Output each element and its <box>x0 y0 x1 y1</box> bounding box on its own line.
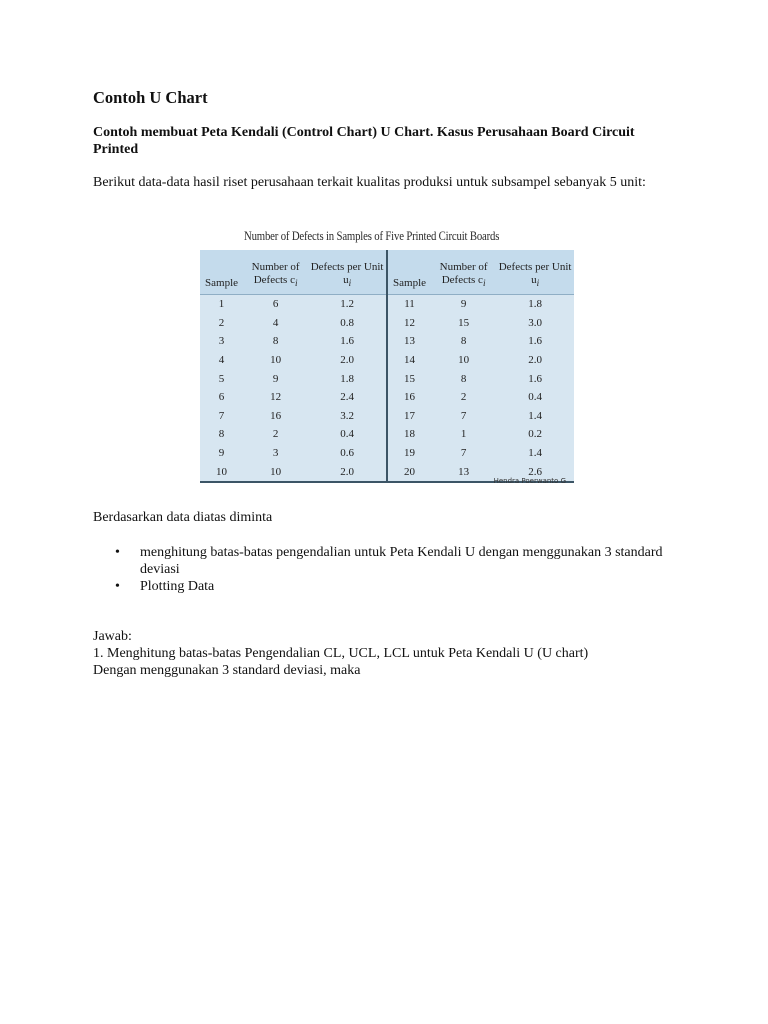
table-row <box>200 444 574 463</box>
cell-defects: 10 <box>270 354 282 367</box>
cell-sample: 13 <box>404 335 416 348</box>
cell-sample: 20 <box>387 462 431 482</box>
cell-per-unit: 2.6 <box>496 462 574 482</box>
list-item <box>93 544 693 578</box>
cell-sample: 3 <box>218 335 225 348</box>
cell-defects: 16 <box>270 409 282 422</box>
image-credit: Hendra Poerwanto G <box>493 477 566 485</box>
cell-sample: 17 <box>404 409 416 422</box>
cell-sample: 2 <box>218 316 225 329</box>
cell-per-unit: 1.6 <box>308 332 387 351</box>
header-defects-2-sub: i <box>482 278 486 288</box>
cell-sample: 12 <box>404 316 416 329</box>
header-defects-1-sub: i <box>294 278 298 288</box>
answer-label: Jawab: <box>93 629 132 644</box>
cell-per-unit: 3.2 <box>308 407 387 426</box>
cell-sample: 4 <box>218 354 225 367</box>
cell-sample: 19 <box>404 447 416 460</box>
cell-sample: 9 <box>218 447 225 460</box>
cell-defects: 2 <box>460 391 467 404</box>
cell-per-unit: 0.2 <box>528 428 542 441</box>
cell-per-unit: 1.8 <box>308 369 387 388</box>
cell-defects: 8 <box>272 335 279 348</box>
cell-per-unit: 3.0 <box>528 316 542 329</box>
cell-defects: 9 <box>460 298 467 311</box>
answer-line-1: 1. Menghitung batas-batas Pengendalian CL, UCL, LCL untuk Peta Kendali U (U chart) <box>93 646 589 661</box>
cell-sample: 5 <box>218 372 225 385</box>
cell-per-unit: 1.4 <box>528 409 542 422</box>
cell-sample: 14 <box>404 354 416 367</box>
table-row <box>200 332 574 351</box>
cell-defects: 6 <box>272 298 279 311</box>
question-lead: Berdasarkan data diatas diminta <box>93 510 273 525</box>
cell-sample: 11 <box>404 298 415 311</box>
header-sample-1: Sample <box>200 250 243 295</box>
cell-per-unit: 1.6 <box>528 335 542 348</box>
cell-per-unit: 2.4 <box>308 388 387 407</box>
table-row <box>200 425 574 444</box>
header-defects-2-label: Number of Defects c <box>439 260 488 286</box>
table-row <box>200 351 574 370</box>
cell-defects: 12 <box>270 391 282 404</box>
cell-per-unit: 2.0 <box>528 354 542 367</box>
cell-per-unit: 0.6 <box>308 444 387 463</box>
cell-per-unit: 1.8 <box>528 298 542 311</box>
header-per-unit-2 <box>496 250 574 295</box>
cell-defects: 8 <box>460 372 467 385</box>
cell-defects: 2 <box>272 428 279 441</box>
header-defects-1 <box>243 250 308 295</box>
cell-defects: 10 <box>243 462 308 482</box>
table-row <box>200 388 574 407</box>
list-item-text: Plotting Data <box>140 579 215 594</box>
header-sample-2: Sample <box>387 250 431 295</box>
page-title: Contoh U Chart <box>93 88 208 107</box>
cell-per-unit: 2.0 <box>308 462 387 482</box>
table-row <box>200 295 574 314</box>
cell-per-unit: 1.2 <box>308 295 387 314</box>
table-row <box>200 369 574 388</box>
header-defects-2 <box>431 250 496 295</box>
cell-sample: 1 <box>218 298 225 311</box>
defects-table <box>200 250 574 483</box>
table-header-row <box>200 250 574 295</box>
list-item-text: menghitung batas-batas pengendalian untuk Peta Kendali U dengan menggunakan 3 standard deviasi <box>140 545 663 577</box>
defects-table-figure <box>200 224 574 488</box>
cell-per-unit: 0.4 <box>308 425 387 444</box>
cell-defects: 15 <box>458 316 470 329</box>
header-per-unit-2-sub: i <box>536 278 540 288</box>
header-per-unit-2-label: Defects per Unit u <box>498 260 572 286</box>
header-per-unit-1 <box>308 250 387 295</box>
cell-per-unit: 0.8 <box>308 314 387 333</box>
table-title: Number of Defects in Samples of Five Printed Circuit Boards <box>244 229 500 243</box>
cell-sample: 16 <box>404 391 416 404</box>
header-per-unit-1-sub: i <box>348 278 352 288</box>
cell-defects: 7 <box>460 447 467 460</box>
intro-paragraph: Berikut data-data hasil riset perusahaan terkait kualitas produksi untuk subsampel sebanyak 5 unit: <box>93 175 646 190</box>
cell-defects: 9 <box>272 372 279 385</box>
cell-defects: 8 <box>460 335 467 348</box>
cell-defects: 13 <box>431 462 496 482</box>
header-per-unit-1-label: Defects per Unit u <box>310 260 384 286</box>
answer-line-2: Dengan menggunakan 3 standard deviasi, maka <box>93 663 361 678</box>
bullet-icon: • <box>115 579 120 594</box>
cell-defects: 4 <box>272 316 279 329</box>
cell-sample: 15 <box>404 372 416 385</box>
cell-sample: 8 <box>218 428 225 441</box>
list-item <box>93 578 693 595</box>
task-list <box>93 544 693 595</box>
cell-per-unit: 2.0 <box>308 351 387 370</box>
cell-defects: 7 <box>460 409 467 422</box>
answer-section <box>93 628 693 679</box>
cell-per-unit: 1.6 <box>528 372 542 385</box>
cell-defects: 3 <box>272 447 279 460</box>
cell-per-unit: 0.4 <box>528 391 542 404</box>
cell-sample: 10 <box>200 462 243 482</box>
page-subtitle: Contoh membuat Peta Kendali (Control Chart) U Chart. Kasus Perusahaan Board Circuit Printed <box>93 125 635 157</box>
cell-sample: 18 <box>404 428 416 441</box>
cell-defects: 10 <box>458 354 470 367</box>
cell-per-unit: 1.4 <box>528 447 542 460</box>
table-row <box>200 314 574 333</box>
cell-defects: 1 <box>460 428 467 441</box>
header-defects-1-label: Number of Defects c <box>251 260 300 286</box>
bullet-icon: • <box>115 545 120 560</box>
cell-sample: 6 <box>218 391 225 404</box>
cell-sample: 7 <box>218 409 225 422</box>
table-row <box>200 407 574 426</box>
